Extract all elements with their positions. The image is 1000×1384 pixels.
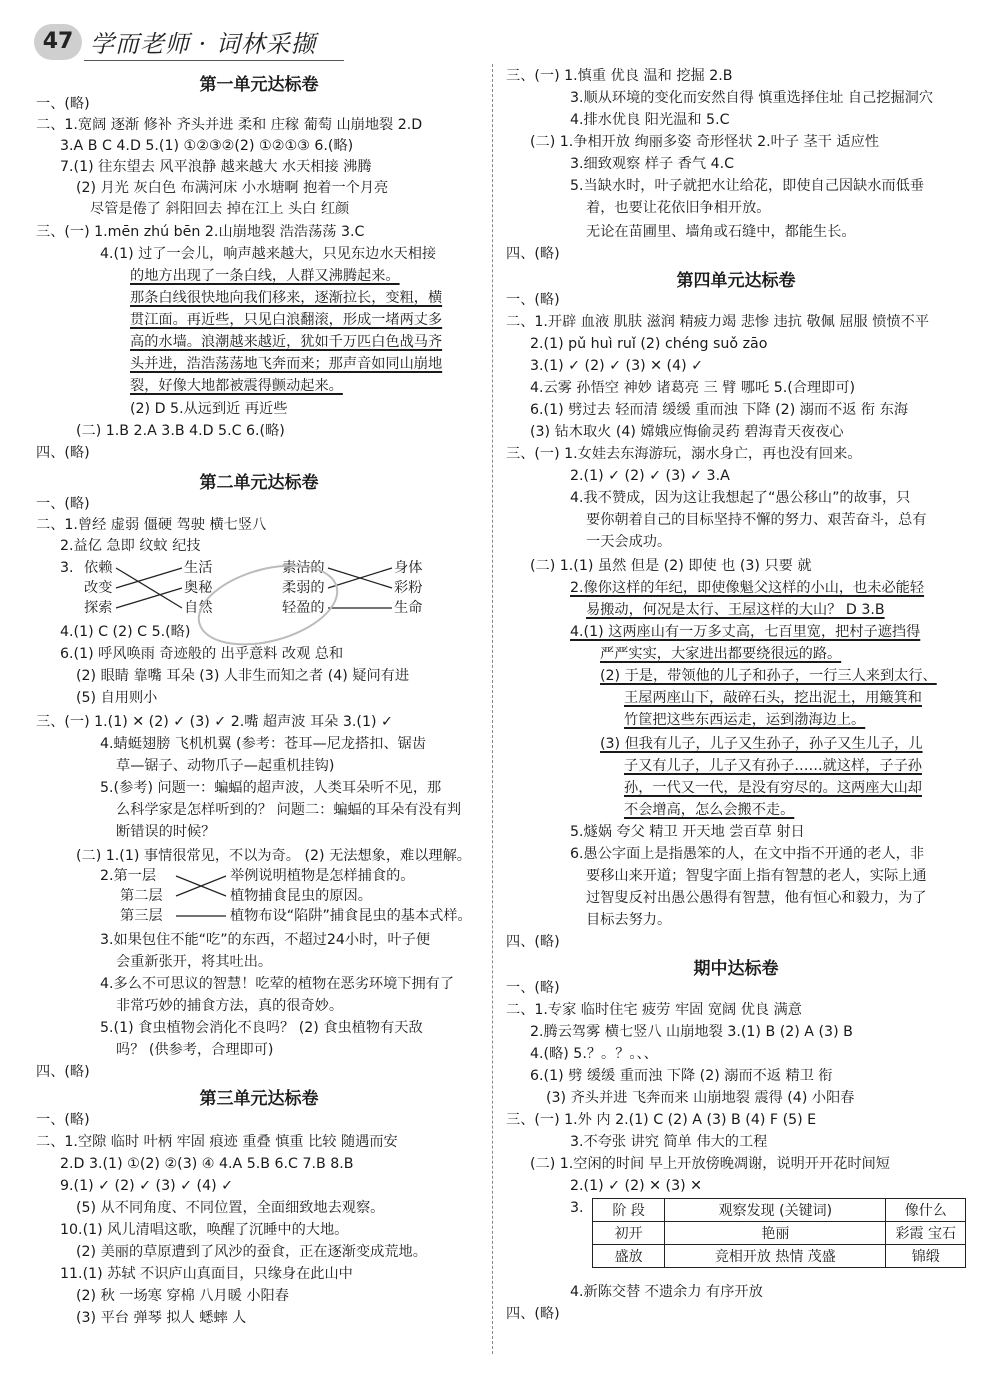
answer-line: 非常巧妙的捕食方法，真的很奇妙。	[116, 998, 344, 1014]
answer-line: (5) 从不同角度、不同位置，全面细致地去观察。	[76, 1200, 385, 1216]
match-item: 轻盈的	[282, 600, 325, 616]
underlined-line: 那条白线很快地向我们移来，逐渐拉长，变粗，横	[130, 290, 443, 306]
answer-line: 2.腾云驾雾 横七竖八 山崩地裂 3.(1) B (2) A (3) B	[530, 1024, 853, 1040]
answer-line: 一天会成功。	[586, 534, 672, 550]
table-cell: 艳丽	[665, 1222, 886, 1245]
underlined-line: 不会增高，怎么会搬不走。	[624, 802, 795, 818]
match-item: 彩粉	[394, 580, 423, 596]
column-divider	[492, 64, 493, 1354]
underlined-line: 4.(1) 这两座山有一万多丈高，七百里宽，把村子遮挡得	[570, 624, 921, 640]
answer-line: (二) 1.争相开放 绚丽多姿 奇形怪状 2.叶子 茎干 适应性	[530, 134, 879, 150]
table-cell: 盛放	[593, 1245, 665, 1268]
answer-line: (3) 齐头并进 飞奔而来 山崩地裂 震得 (4) 小阳春	[546, 1090, 855, 1106]
answer-line: 3.细致观察 样子 香气 4.C	[570, 156, 735, 172]
answer-line: 4.排水优良 阳光温和 5.C	[570, 112, 730, 128]
underlined-line: 头并进，浩浩荡荡地飞奔而来；那声音如同山崩地	[130, 356, 443, 372]
answer-line: 6.愚公字面上是指愚笨的人，在文中指不开通的老人，非	[570, 846, 925, 862]
layer-desc: 植物捕食昆虫的原因。	[230, 888, 372, 904]
answer-line: 4.蜻蜓翅膀 飞机机翼 (参考：苍耳—尼龙搭扣、锯齿	[100, 736, 427, 752]
answer-line: 6.(1) 呼风唤雨 奇迹般的 出乎意料 改观 总和	[60, 646, 344, 662]
answer-line: 四、(略)	[506, 1306, 560, 1322]
answer-line: 草—锯子、动物爪子—起重机挂钩)	[116, 758, 335, 774]
underlined-line: 子又有儿子，儿子又有孙子……就这样，子子孙	[624, 758, 922, 774]
answer-line: 3.	[60, 560, 74, 576]
answer-line: 6.(1) 劈过去 轻而清 缓缓 重而浊 下降 (2) 溺而不返 衔 东海	[530, 402, 909, 418]
underlined-line: 王屋两座山下，敲碎石头，挖出泥土，用簸箕和	[624, 690, 922, 706]
answer-line: (二) 1.(1) 事情很常见，不以为奇。 (2) 无法想象，难以理解。	[76, 848, 471, 864]
match-item: 依赖	[84, 560, 113, 576]
answer-line: 2.(1) pǔ huì ruǐ (2) chéng suǒ zāo	[530, 336, 768, 352]
section-title-unit4: 第四单元达标卷	[676, 271, 796, 291]
answer-line: (2) D 5.从远到近 再近些	[130, 401, 288, 417]
answer-line: 二、1.曾经 虚弱 僵硬 驾驶 横七竖八	[36, 517, 267, 533]
table-row	[593, 1245, 966, 1268]
table-cell: 锦缎	[886, 1245, 966, 1268]
answer-line: 4.云雾 孙悟空 神妙 诸葛亮 三 臂 哪吒 5.(合理即可)	[530, 380, 856, 396]
answer-line: 会重新张开，将其吐出。	[116, 954, 273, 970]
table-header-row	[593, 1199, 966, 1222]
answer-line: 着，也要让花依旧争相开放。	[586, 200, 771, 216]
answer-line: (3) 钻木取火 (4) 嫦娥应悔偷灵药 碧海青天夜夜心	[530, 424, 844, 440]
page-number: 47	[34, 24, 82, 60]
answer-line: 6.(1) 劈 缓缓 重而浊 下降 (2) 溺而不返 精卫 衔	[530, 1068, 833, 1084]
underlined-line: 高的水墙。浪潮越来越近，犹如千万匹白色战马齐	[130, 334, 443, 350]
answer-line: (二) 1.空闲的时间 早上开放傍晚凋谢，说明开开花时间短	[530, 1156, 890, 1172]
table-header: 阶 段	[593, 1199, 665, 1222]
layer-label: 第二层	[120, 888, 163, 904]
underlined-line: 严严实实，大家进出都要绕很远的路。	[600, 646, 842, 662]
answer-line: 2.(1) ✓ (2) ✓ (3) ✓ 3.A	[570, 468, 730, 484]
table-cell: 初开	[593, 1222, 665, 1245]
table-cell: 竞相开放 热情 茂盛	[665, 1245, 886, 1268]
answer-line: 四、(略)	[36, 1064, 90, 1080]
answer-line: 三、(一) 1.(1) ✕ (2) ✓ (3) ✓ 2.嘴 超声波 耳朵 3.(1) ✓	[36, 714, 393, 730]
answer-line: 四、(略)	[506, 934, 560, 950]
answer-line: 11.(1) 苏轼 不识庐山真面目，只缘身在此山中	[60, 1266, 353, 1282]
answer-line: 一、(略)	[36, 496, 90, 512]
answer-line: 么科学家是怎样听到的？ 问题二：蝙蝠的耳朵有没有判	[116, 802, 462, 818]
table-header: 观察发现 (关键词)	[665, 1199, 886, 1222]
underlined-line: 2.像你这样的年纪，即使像魁父这样的小山，也未必能轻	[570, 580, 925, 596]
answer-line: 3.	[570, 1200, 584, 1216]
match-item: 奥秘	[184, 580, 213, 596]
answer-line: 尽管是倦了 斜阳回去 掉在江上 头白 红颜	[90, 201, 350, 217]
underlined-line: 贯江面。再近些，只见白浪翻滚，形成一堵两丈多	[130, 312, 443, 328]
answer-line: 一、(略)	[36, 96, 90, 112]
answer-line: 2.(1) ✓ (2) ✕ (3) ✕	[570, 1178, 703, 1194]
answer-line: 三、(一) 1.慎重 优良 温和 挖掘 2.B	[506, 68, 733, 84]
answer-line: 吗？ (供参考，合理即可)	[116, 1042, 274, 1058]
layer-lines	[36, 0, 482, 940]
answer-line: 5.当缺水时，叶子就把水让给花，即使自己因缺水而低垂	[570, 178, 925, 194]
answer-line: 断错误的时候？	[116, 824, 216, 840]
answer-line: 3.不夸张 讲究 简单 伟大的工程	[570, 1134, 768, 1150]
match-item: 改变	[84, 580, 113, 596]
answer-line: (2) 秋 一场寒 穿棉 八月暖 小阳春	[76, 1288, 289, 1304]
table-header: 像什么	[886, 1199, 966, 1222]
match-item: 生活	[184, 560, 213, 576]
section-title-unit3: 第三单元达标卷	[199, 1089, 319, 1109]
answer-line: 一、(略)	[506, 292, 560, 308]
brand-title: 学而老师 · 词林采撷	[90, 30, 316, 58]
answer-line: 4.(略) 5.？。？。、、	[530, 1046, 658, 1062]
answer-line: (3) 平台 弹琴 拟人 蟋蟀 人	[76, 1310, 247, 1326]
answer-line: (5) 自用则小	[76, 690, 158, 706]
answer-line: 4.多么不可思议的智慧！吃荤的植物在恶劣环境下拥有了	[100, 976, 455, 992]
answer-line: 4.我不赞成，因为这让我想起了“愚公移山”的故事，只	[570, 490, 911, 506]
answer-line: 二、1.开辟 血液 肌肤 滋润 精疲力竭 悲惨 违抗 敬佩 屈服 愤愤不平	[506, 314, 930, 330]
answer-line: 5.(1) 食虫植物会消化不良吗？ (2) 食虫植物有天敌	[100, 1020, 423, 1036]
answer-line: 4.(1) 过了一会儿，响声越来越大，只见东边水天相接	[100, 246, 437, 262]
table-row	[593, 1222, 966, 1245]
underlined-line: 的地方出现了一条白线，人群又沸腾起来。	[130, 268, 400, 284]
underlined-line: 竹筐把这些东西运走，运到渤海边上。	[624, 712, 866, 728]
answer-line: (2) 眼睛 靠嘴 耳朵 (3) 人非生而知之者 (4) 疑问有进	[76, 668, 410, 684]
layer-label: 2.第一层	[100, 868, 157, 884]
match-item: 生命	[394, 600, 423, 616]
answer-line: 二、1.宽阔 逐渐 修补 齐头并进 柔和 庄稼 葡萄 山崩地裂 2.D	[36, 117, 423, 133]
observation-table	[592, 1198, 966, 1268]
answer-line: 三、(一) 1.mēn zhú bēn 2.山崩地裂 浩浩荡荡 3.C	[36, 224, 365, 240]
answer-line: 一、(略)	[506, 980, 560, 996]
answer-line: 三、(一) 1.外 内 2.(1) C (2) A (3) B (4) F (5) E	[506, 1112, 817, 1128]
answer-line: 二、1.空隙 临时 叶柄 牢固 痕迹 重叠 慎重 比较 随遇而安	[36, 1134, 398, 1150]
underlined-line: 裂，好像大地都被震得颤动起来。	[130, 378, 343, 394]
answer-line: 3.如果包住不能“吃”的东西，不超过24小时，叶子便	[100, 932, 431, 948]
answer-line: 2.D 3.(1) ①(2) ②(3) ④ 4.A 5.B 6.C 7.B 8.B	[60, 1156, 354, 1172]
answer-line: 目标去努力。	[586, 912, 672, 928]
answer-line: 3.顺从环境的变化而安然自得 慎重选择住址 自己挖掘洞穴	[570, 90, 934, 106]
answer-line: (二) 1.(1) 虽然 但是 (2) 即使 也 (3) 只要 就	[530, 558, 812, 574]
table-cell: 彩霞 宝石	[886, 1222, 966, 1245]
match-item: 探索	[84, 600, 113, 616]
match-item: 身体	[394, 560, 423, 576]
answer-line: 要你朝着自己的目标坚持不懈的努力、艰苦奋斗，总有	[586, 512, 927, 528]
match-item: 自然	[184, 600, 213, 616]
answer-line: 四、(略)	[36, 445, 90, 461]
answer-line: 3.A B C 4.D 5.(1) ①②③②(2) ①②①③ 6.(略)	[60, 138, 354, 154]
answer-line: 二、1.专家 临时住宅 疲劳 牢固 宽阔 优良 满意	[506, 1002, 802, 1018]
underlined-line: (2) 于是，带领他的儿子和孙子，一行三人来到太行、	[600, 668, 937, 684]
answer-line: 2.益亿 急即 纹蚊 纪技	[60, 538, 201, 554]
answer-line: 3.(1) ✓ (2) ✓ (3) ✕ (4) ✓	[530, 358, 704, 374]
section-title-unit2: 第二单元达标卷	[199, 473, 319, 493]
answer-line: 4.(1) C (2) C 5.(略)	[60, 624, 191, 640]
answer-line: 7.(1) 往东望去 风平浪静 越来越大 水天相接 沸腾	[60, 159, 372, 175]
answer-line: 要移山来开道；智叟字面上指有智慧的老人，实际上通	[586, 868, 927, 884]
underlined-line: (3) 但我有儿子，儿子又生孙子，孙子又生儿子，儿	[600, 736, 923, 752]
layer-desc: 植物布设“陷阱”捕食昆虫的基本式样。	[230, 908, 472, 924]
answer-line: 过智叟反衬出愚公愚得有智慧，他有恒心和毅力，为了	[586, 890, 927, 906]
answer-line: 四、(略)	[506, 246, 560, 262]
section-title-unit1: 第一单元达标卷	[199, 75, 319, 95]
answer-line: 无论在苗圃里、墙角或石缝中，都能生长。	[586, 224, 856, 240]
answer-line: (2) 美丽的草原遭到了风沙的蚕食，正在逐渐变成荒地。	[76, 1244, 427, 1260]
match-item: 素洁的	[282, 560, 325, 576]
answer-line: 三、(一) 1.女娃去东海游玩，溺水身亡，再也没有回来。	[506, 446, 862, 462]
layer-desc: 举例说明植物是怎样捕食的。	[230, 868, 415, 884]
section-title-midterm: 期中达标卷	[693, 959, 779, 979]
answer-line: 5.(参考) 问题一：蝙蝠的超声波，人类耳朵听不见，那	[100, 780, 442, 796]
answer-line: 5.燧娲 夸父 精卫 开天地 尝百草 射日	[570, 824, 805, 840]
answer-line: 一、(略)	[36, 1112, 90, 1128]
match-item: 柔弱的	[282, 580, 325, 596]
underlined-line: 孙，一代又一代，是没有穷尽的。这两座大山却	[624, 780, 922, 796]
answer-line: 9.(1) ✓ (2) ✓ (3) ✓ (4) ✓	[60, 1178, 234, 1194]
answer-line: (2) 月光 灰白色 布满河床 小水塘啊 抱着一个月亮	[76, 180, 389, 196]
answer-line: (二) 1.B 2.A 3.B 4.D 5.C 6.(略)	[76, 423, 285, 439]
underlined-line: 易搬动，何况是太行、王屋这样的大山？ D 3.B	[586, 602, 885, 618]
answer-line: 10.(1) 风儿清唱这歌，唤醒了沉睡中的大地。	[60, 1222, 349, 1238]
answer-line: 4.新陈交替 不遗余力 有序开放	[570, 1284, 763, 1300]
layer-label: 第三层	[120, 908, 163, 924]
